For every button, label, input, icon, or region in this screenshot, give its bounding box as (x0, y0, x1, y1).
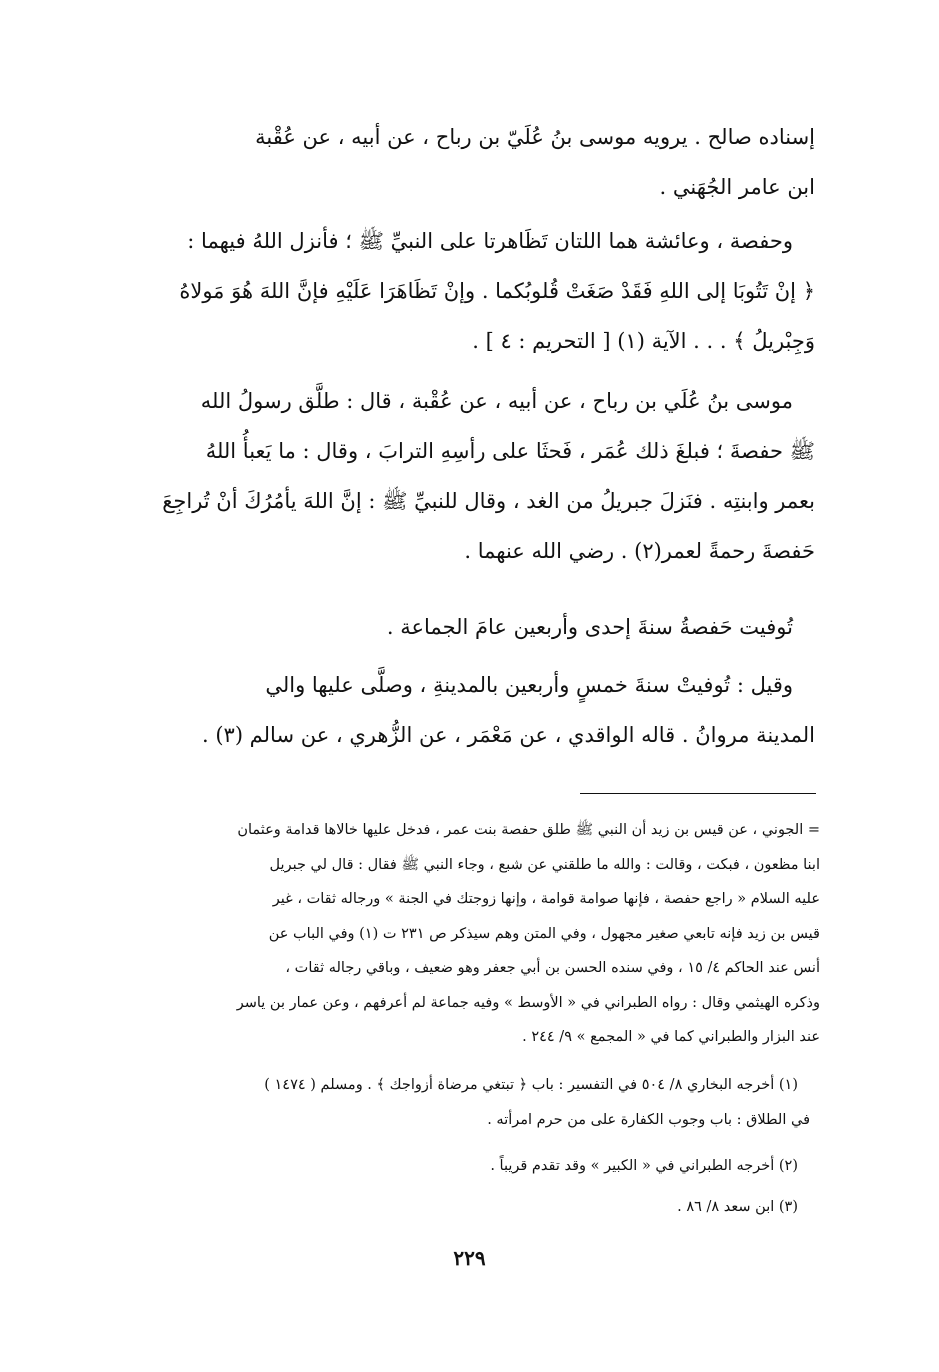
footnote-line: في الطلاق : باب وجوب الكفارة على من حرم امرأته . (487, 1111, 810, 1128)
footnote-line: قيس بن زيد فإنه تابعي صغير مجهول ، وفي المتن وهم سيذكر ص ٢٣١ ت (١) وفي الباب عن (268, 925, 820, 942)
text-line: تُوفيت حَفصةُ سنةَ إحدى وأربعين عامَ الجماعة . (386, 615, 793, 639)
text-line: وَجِبْريلُ ﴾ . . . الآية (١) [ التحريم : ٤ ] . (472, 329, 815, 353)
footnote-line: (٣) ابن سعد ٨/ ٨٦ . (677, 1199, 798, 1215)
page-number: ٢٢٩ (453, 1246, 486, 1270)
footnote-line: ابنا مظعون ، فبكت ، وقالت : والله ما طلقني عن شبع ، وجاء النبي ﷺ فقال : قال لي جبريل (269, 856, 820, 873)
paragraph-isnad (150, 112, 815, 212)
footnote-line: أنس عند الحاكم ٤/ ١٥ ، وفي سنده الحسن بن أبي جعفر وهو ضعيف ، وباقي رجاله ثقات ، (285, 960, 820, 976)
paragraph-death-date (150, 602, 815, 652)
footnote-line: عند البزار والطبراني كما في « المجمع » ٩/ ٢٤٤ . (522, 1029, 820, 1045)
text-line: موسى بنُ عُلَي بن رباح ، عن أبيه ، عن عُقْبة ، قال : طلَّق رسولُ الله (200, 389, 793, 413)
footnote-2 (150, 1149, 810, 1184)
footnote-separator (580, 793, 816, 794)
footnote-continuation (150, 813, 820, 1055)
text-line: وقيل : تُوفيتْ سنةَ خمسٍ وأربعين بالمدينةِ ، وصلَّى عليها والي (265, 673, 793, 697)
text-line: وحفصة ، وعائشة هما اللتان تَظَاهرتا على النبيِّ ﷺ ؛ فأنزل اللهُ فيهما : (187, 229, 793, 253)
quran-verse-line: ﴿ إنْ تَتُوبَا إلى اللهِ فَقَدْ صَغَتْ قُلوبُكما . وإنْ تَظَاهَرَا عَلَيْهِ فإنَّ اللهَ هُوَ مَولاهُ (179, 279, 815, 303)
footnote-line: (١) أخرجه البخاري ٨/ ٥٠٤ في التفسير : باب ﴿ تبتغي مرضاة أزواجك ﴾ . ومسلم ( ١٤٧٤ ) (264, 1077, 798, 1093)
footnote-3 (150, 1190, 810, 1225)
text-line: المدينة مروانُ . قاله الواقدي ، عن مَعْمَر ، عن الزُّهري ، عن سالم (٣) . (201, 723, 815, 747)
footnote-line: وذكره الهيثمي وقال : رواه الطبراني في « الأوسط » وفيه جماعة لم أعرفهم ، وعن عمار بن ياسر (236, 994, 820, 1011)
text-line: بعمر وابنتِه . فنَزلَ جبريلُ من الغد ، وقال للنبيِّ ﷺ : إنَّ اللهَ يأمُرُكَ أنْ تُراجِعَ (162, 489, 815, 513)
paragraph-alt-death-date (150, 660, 815, 760)
footnote-line: = الجوني ، عن قيس بن زيد أن النبي ﷺ طلق حفصة بنت عمر ، فدخل عليها خالاها قدامة وعثمان (237, 822, 820, 838)
footnote-line: (٢) أخرجه الطبراني في « الكبير » وقد تقدم قريباً . (490, 1158, 798, 1174)
footnote-line: عليه السلام « راجع حفصة ، فإنها صوامة قوامة ، وإنها زوجتك في الجنة » ورجاله ثقات ، غير (272, 891, 820, 907)
paragraph-hafsa-aisha (150, 216, 815, 366)
paragraph-talaq-hadith (150, 376, 815, 576)
text-line: إسناده صالح . يرويه موسى بنُ عُلَيّ بن رباح ، عن أبيه ، عن عُقْبة (255, 125, 815, 149)
text-line: حَفصةَ رحمةً لعمر(٢) . رضي الله عنهما . (464, 539, 815, 563)
text-line: ﷺ حفصةَ ؛ فبلغَ ذلك عُمَر ، فَحثَا على رأسِهِ الترابَ ، وقال : ما يَعبأُ اللهُ (205, 439, 815, 463)
text-line: ابن عامر الجُهَني . (659, 175, 815, 199)
footnote-1 (150, 1068, 810, 1137)
